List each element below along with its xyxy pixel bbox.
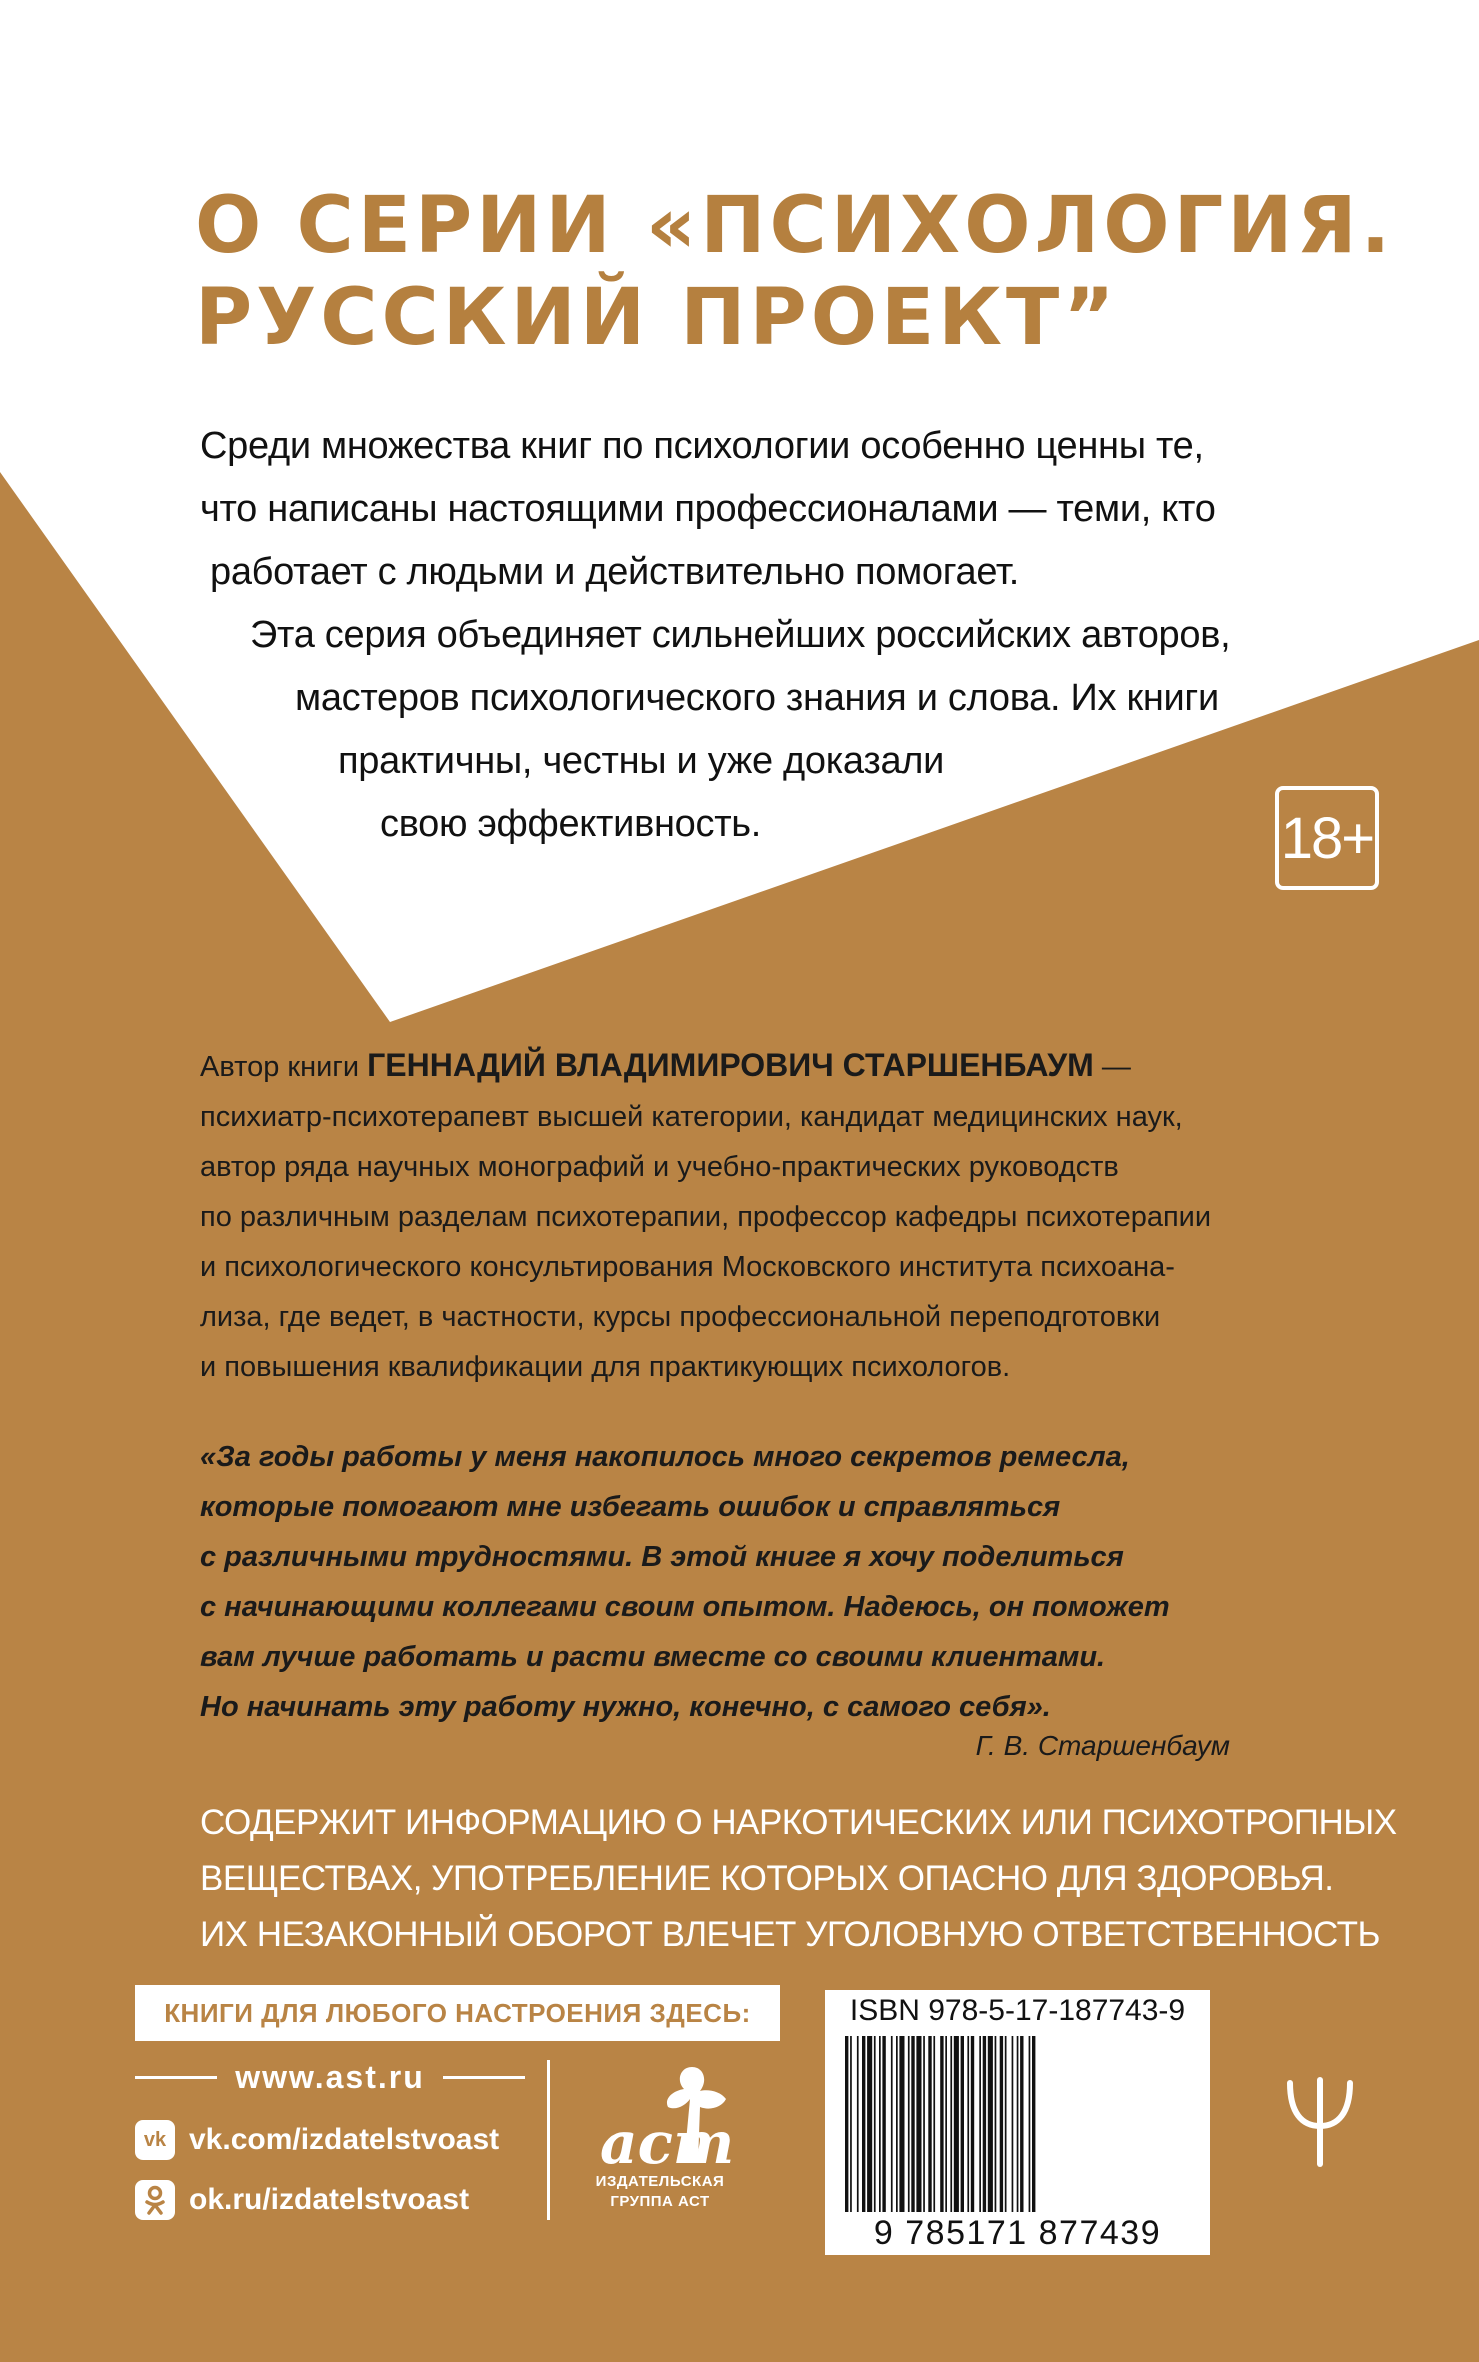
- author-dash: —: [1093, 1051, 1131, 1083]
- barcode-bar: [954, 2036, 959, 2212]
- series-text-line: практичны, честны и уже доказали: [338, 740, 945, 782]
- quote-signature: Г. В. Старшенбаум: [975, 1730, 1230, 1761]
- publisher-caption-line: ГРУППА АСТ: [610, 2193, 710, 2210]
- barcode-bar: [933, 2036, 935, 2212]
- barcode-bar: [961, 2036, 964, 2212]
- barcode-bar: [1000, 2036, 1003, 2212]
- isbn-barcode-block: [825, 1990, 1210, 2255]
- quote-line: вам лучше работать и расти вместе со своими клиентами.: [200, 1641, 1106, 1673]
- barcode-bar: [940, 2036, 943, 2212]
- promo-label: КНИГИ ДЛЯ ЛЮБОГО НАСТРОЕНИЯ ЗДЕСЬ:: [135, 1985, 780, 2041]
- vk-icon: vk: [135, 2120, 175, 2160]
- author-quote: [200, 1432, 1260, 1732]
- barcode-bar: [923, 2036, 925, 2212]
- author-bio-line: психиатр-психотерапевт высшей категории, кандидат медицинских наук,: [200, 1101, 1183, 1133]
- barcode-bar: [891, 2036, 893, 2212]
- quote-line: Но начинать эту работу нужно, конечно, с самого себя».: [200, 1691, 1051, 1723]
- warning-line: ИХ НЕЗАКОННЫЙ ОБОРОТ ВЛЕЧЕТ УГОЛОВНУЮ ОТВЕТСТВЕННОСТЬ: [200, 1915, 1380, 1954]
- barcode-bar: [874, 2036, 876, 2212]
- barcode-bar: [1029, 2036, 1031, 2212]
- barcode-bar: [857, 2036, 859, 2212]
- divider-line: [135, 2076, 217, 2079]
- barcode-bar: [879, 2036, 881, 2212]
- legal-warning: [200, 1795, 1397, 1963]
- barcode-bars: [845, 2036, 1190, 2212]
- psi-icon: [1270, 2068, 1370, 2168]
- series-text-line: Эта серия объединяет сильнейших российских авторов,: [250, 614, 1231, 656]
- publisher-caption-line: ИЗДАТЕЛЬСКАЯ: [595, 2173, 725, 2190]
- barcode-bar: [950, 2036, 952, 2212]
- series-title-line: РУССКИЙ ПРОЕКТ”: [195, 273, 1119, 363]
- author-bio-line: и повышения квалификации для практикующих психологов.: [200, 1351, 1011, 1383]
- barcode-bar: [850, 2036, 852, 2212]
- barcode-bar: [983, 2036, 986, 2212]
- barcode-bar: [1012, 2036, 1014, 2212]
- isbn-label: ISBN 978-5-17-187743-9: [849, 1994, 1186, 2027]
- barcode-bar: [896, 2036, 898, 2212]
- series-text-line: свою эффективность.: [380, 803, 762, 845]
- author-name: ГЕННАДИЙ ВЛАДИМИРОВИЧ СТАРШЕНБАУМ: [367, 1047, 1094, 1083]
- quote-line: с начинающими коллегами своим опытом. Надеюсь, он поможет: [200, 1591, 1170, 1623]
- author-bio: [200, 1040, 1260, 1392]
- warning-line: ВЕЩЕСТВАХ, УПОТРЕБЛЕНИЕ КОТОРЫХ ОПАСНО ДЛЯ ЗДОРОВЬЯ.: [200, 1859, 1334, 1898]
- author-prefix: Автор книги: [200, 1051, 368, 1083]
- ok-link[interactable]: [135, 2175, 555, 2225]
- barcode-bar: [1005, 2036, 1007, 2212]
- barcode-bar: [945, 2036, 947, 2212]
- divider-line: [443, 2076, 525, 2079]
- barcode-bar: [1020, 2036, 1023, 2212]
- series-text-line: работает с людьми и действительно помогает.: [210, 551, 1020, 593]
- barcode-bar: [1017, 2036, 1019, 2212]
- vk-link[interactable]: [135, 2115, 555, 2165]
- barcode-bar: [899, 2036, 904, 2212]
- series-title-line: О СЕРИИ «ПСИХОЛОГИЯ.: [195, 181, 1395, 271]
- series-text-line: Среди множества книг по психологии особенно ценны те,: [200, 425, 1204, 467]
- author-bio-line: автор ряда научных монографий и учебно-практических руководств: [200, 1151, 1119, 1183]
- author-bio-line: лиза, где ведет, в частности, курсы профессиональной переподготовки: [200, 1301, 1161, 1333]
- barcode-bar: [845, 2036, 848, 2212]
- barcode-bar: [867, 2036, 872, 2212]
- publisher-caption: [570, 2172, 750, 2212]
- author-bio-header: [200, 1040, 1260, 1092]
- barcode-bar: [928, 2036, 931, 2212]
- isbn-digits: 9 785171 877439: [873, 2214, 1162, 2252]
- barcode-bar: [1032, 2036, 1035, 2212]
- author-bio-line: и психологического консультирования Московского института психоана-: [200, 1251, 1175, 1283]
- author-bio-line: по различным разделам психотерапии, профессор кафедры психотерапии: [200, 1201, 1212, 1233]
- website-row: [135, 2055, 525, 2099]
- barcode-bar: [995, 2036, 997, 2212]
- quote-line: «За годы работы у меня накопилось много секретов ремесла,: [200, 1441, 1130, 1473]
- odnoklassniki-icon: [135, 2180, 175, 2220]
- barcode-bar: [882, 2036, 885, 2212]
- barcode-bar: [916, 2036, 921, 2212]
- vk-link-text: vk.com/izdatelstvoast: [189, 2123, 500, 2156]
- barcode-bar: [862, 2036, 865, 2212]
- age-rating-badge: 18+: [1275, 786, 1379, 890]
- series-text-line: что написаны настоящими профессионалами — теми, кто: [200, 488, 1216, 530]
- barcode-bar: [971, 2036, 974, 2212]
- publisher-logo-text: аст: [600, 2109, 735, 2177]
- quote-line: с различными трудностями. В этой книге я хочу поделиться: [200, 1541, 1124, 1573]
- warning-line: СОДЕРЖИТ ИНФОРМАЦИЮ О НАРКОТИЧЕСКИХ ИЛИ ПСИХОТРОПНЫХ: [200, 1803, 1397, 1842]
- quote-line: которые помогают мне избегать ошибок и справляться: [200, 1491, 1061, 1523]
- series-text-line: мастеров психологического знания и слова. Их книги: [295, 677, 1219, 719]
- vertical-divider: [547, 2060, 550, 2220]
- barcode-bar: [988, 2036, 993, 2212]
- series-title: [195, 180, 1395, 364]
- ok-link-text: ok.ru/izdatelstvoast: [189, 2183, 470, 2216]
- barcode-bar: [908, 2036, 910, 2212]
- barcode-bar: [979, 2036, 981, 2212]
- barcode-bar: [911, 2036, 914, 2212]
- website-link[interactable]: www.ast.ru: [235, 2058, 425, 2095]
- barcode-bar: [967, 2036, 969, 2212]
